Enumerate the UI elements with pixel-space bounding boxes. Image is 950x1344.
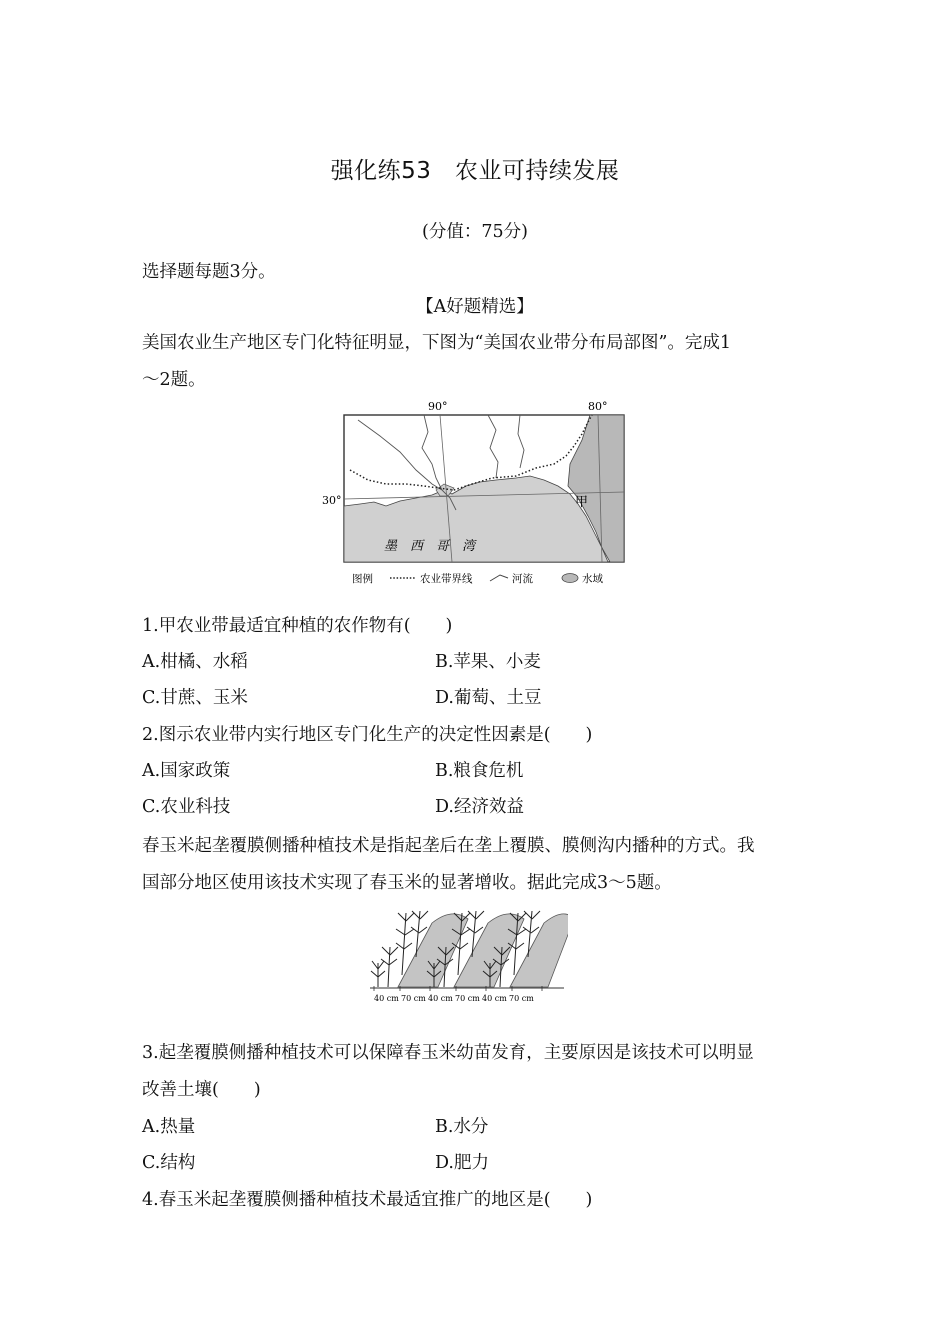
question-2-option-c[interactable]: C.农业科技 <box>142 797 231 817</box>
legend-title: 图例 <box>352 573 373 585</box>
dim-label-5: 40 cm <box>482 994 507 1003</box>
region-jia-label: 甲 <box>575 495 589 510</box>
dim-label-3: 40 cm <box>428 994 453 1003</box>
intro-text-2-line2: 国部分地区使用该技术实现了春玉米的显著增收。据此完成3～5题。 <box>142 873 672 893</box>
question-3-option-a[interactable]: A.热量 <box>142 1117 196 1137</box>
intro-text-1-line1: 美国农业生产地区专门化特征明显，下图为“美国农业带分布局部图”。完成1 <box>142 333 732 353</box>
intro-text-2-line1: 春玉米起垄覆膜侧播种植技术是指起垄后在垄上覆膜、膜侧沟内播种的方式。我 <box>142 836 755 856</box>
question-2-stem: 2.图示农业带内实行地区专门化生产的决定性因素是( ) <box>142 725 593 745</box>
question-2-option-b[interactable]: B.粮食危机 <box>435 761 524 781</box>
question-3-stem-line2: 改善土壤( ) <box>142 1080 261 1100</box>
legend-water-icon <box>562 574 578 583</box>
question-1-option-d[interactable]: D.葡萄、土豆 <box>435 688 542 708</box>
lon-90-label: 90° <box>428 400 448 413</box>
lon-80-label: 80° <box>588 400 608 413</box>
question-2-option-d[interactable]: D.经济效益 <box>435 797 524 817</box>
lat-30-label: 30° <box>322 494 342 507</box>
page-title: 强化练53 农业可持续发展 <box>330 158 620 184</box>
question-2-option-a[interactable]: A.国家政策 <box>142 761 231 781</box>
question-1-option-a[interactable]: A.柑橘、水稻 <box>142 652 248 672</box>
question-3-stem-line1: 3.起垄覆膜侧播种植技术可以保障春玉米幼苗发育，主要原因是该技术可以明显 <box>142 1043 754 1063</box>
intro-text-1-line2: ～2题。 <box>142 370 206 390</box>
question-1-option-c[interactable]: C.甘蔗、玉米 <box>142 688 248 708</box>
legend-river-icon <box>490 575 508 581</box>
section-heading: 【A好题精选】 <box>416 297 534 317</box>
legend-river-label: 河流 <box>512 573 533 585</box>
question-1-option-b[interactable]: B.苹果、小麦 <box>435 652 541 672</box>
dim-label-1: 40 cm <box>374 994 399 1003</box>
legend-water-label: 水域 <box>582 573 603 585</box>
question-1-stem: 1.甲农业带最适宜种植的农作物有( ) <box>142 616 453 636</box>
question-3-option-b[interactable]: B.水分 <box>435 1117 489 1137</box>
gulf-of-mexico-label: 墨 西 哥 湾 <box>384 539 476 554</box>
instruction-text: 选择题每题3分。 <box>142 262 276 282</box>
legend-boundary-label: 农业带界线 <box>420 573 473 585</box>
question-3-option-c[interactable]: C.结构 <box>142 1153 196 1173</box>
score-note: (分值：75分) <box>422 222 528 242</box>
us-agriculture-map <box>320 398 630 590</box>
dim-label-4: 70 cm <box>455 994 480 1003</box>
question-4-stem: 4.春玉米起垄覆膜侧播种植技术最适宜推广的地区是( ) <box>142 1190 593 1210</box>
question-3-option-d[interactable]: D.肥力 <box>435 1153 489 1173</box>
ridge-mulch-sowing-figure <box>368 897 568 1007</box>
dim-label-2: 70 cm <box>401 994 426 1003</box>
dim-label-6: 70 cm <box>509 994 534 1003</box>
